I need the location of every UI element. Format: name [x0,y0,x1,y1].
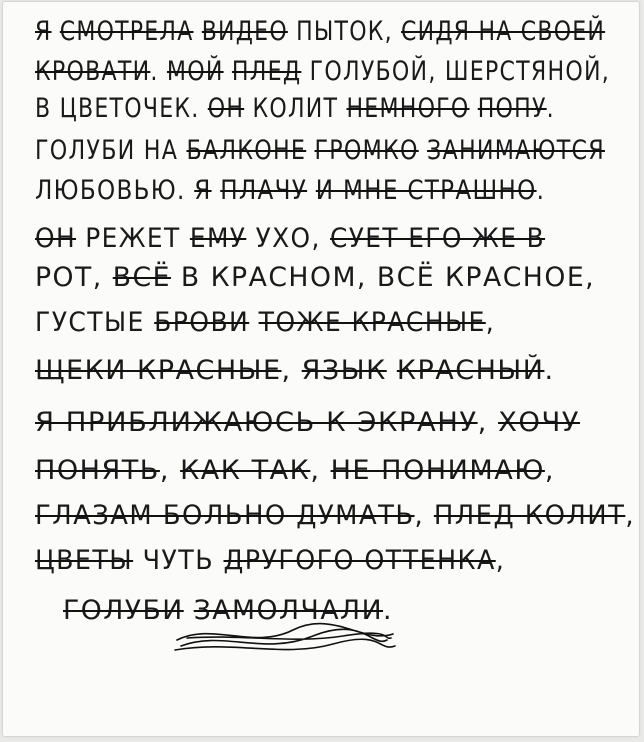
scribble-mark [173,600,398,660]
note-line [35,502,635,529]
crossed-out-text: ЯЗЫК [301,355,387,386]
crossed-out-text: ГЛАЗАМ БОЛЬНО ДУМАТЬ [35,500,415,531]
note-line [35,137,605,164]
crossed-out-text: БАЛКОНЕ [186,135,307,166]
note-text: ЧУТЬ [133,545,224,576]
crossed-out-text: СУЕТ ЕГО ЖЕ В [330,223,546,254]
crossed-out-text: КРОВАТИ [35,56,151,87]
note-text [387,355,397,386]
crossed-out-text: БРОВИ [154,307,250,338]
note-line [35,309,495,336]
note-line [35,95,555,122]
crossed-out-text: ЗАНИМАЮТСЯ [427,135,605,166]
note-text [419,135,427,166]
note-text: РЕЖЕТ [76,223,190,254]
crossed-out-text: ПЛАЧУ [220,175,308,206]
crossed-out-text: ГРОМКО [314,135,419,166]
crossed-out-text: ЩЕКИ КРАСНЫЕ [35,355,282,386]
crossed-out-text: И МНЕ СТРАШНО [315,175,537,206]
crossed-out-text: ПЛЕД КОЛИТ [433,500,626,531]
crossed-out-text: СИДЯ НА СВОЕЙ [401,16,606,47]
crossed-out-text: ПОНЯТЬ [35,455,160,486]
note-text: , [281,355,302,386]
note-text: , [625,500,635,531]
note-text: ГОЛУБИ НА [35,135,187,166]
note-line [35,457,555,484]
crossed-out-text: НЕ ПОНИМАЮ [330,455,545,486]
note-text: , [477,407,499,438]
crossed-out-text: ПОПУ [477,93,547,124]
note-text: . [150,56,167,87]
note-text: РОТ, [35,262,113,293]
note-text: . [536,175,546,206]
note-text: . [546,93,555,124]
note-text: , [601,56,611,87]
crossed-out-text: ОН [35,223,77,254]
note-text: ГУСТЫЕ [35,307,155,338]
crossed-out-text: Я [35,16,52,47]
paper-sheet [3,2,639,736]
crossed-out-text: ТОЖЕ КРАСНЫЕ [258,307,486,338]
note-text: , [485,307,496,338]
crossed-out-text: СМОТРЕЛА [59,16,194,47]
crossed-out-text: Я ПРИБЛИЖАЮСЬ К ЭКРАНУ [35,407,478,438]
crossed-out-text: КАК ТАК [180,455,311,486]
note-text [249,307,258,338]
note-text [469,93,477,124]
note-text: , [310,455,331,486]
crossed-out-text: НЕМНОГО [346,93,470,124]
note-text [306,135,314,166]
crossed-out-text: ЗАМОЛЧАЛИ [193,595,384,626]
note-text [307,175,316,206]
note-text: , [544,455,556,486]
crossed-out-text: ПЛЕД [231,56,302,87]
crossed-out-text: КРАСНЫЙ [396,355,545,386]
crossed-out-text: Я [194,175,212,206]
note-text: УХО, [246,223,331,254]
note-line [35,225,545,252]
crossed-out-text: ВСЁ [112,262,171,293]
note-text: , [495,545,506,576]
note-text: ГОЛУБОЙ, ШЕРСТЯНОЙ [301,56,602,87]
crossed-out-text: ГОЛУБИ [63,595,184,626]
note-text: В КРАСНОМ, ВСЁ КРАСНОЕ, [170,262,596,293]
note-text: В ЦВЕТОЧЕК. [35,93,208,124]
note-text: . [544,355,555,386]
note-line [35,357,555,384]
crossed-out-text: МОЙ [166,56,224,87]
note-text: , [414,500,434,531]
crossed-out-text: ВИДЕО [201,16,288,47]
note-text: . [383,595,394,626]
note-line [35,177,545,204]
note-text: , [159,455,181,486]
crossed-out-text: ЦВЕТЫ [35,545,134,576]
crossed-out-text: ДРУГОГО ОТТЕНКА [223,545,496,576]
crossed-out-text: ОН [207,93,245,124]
note-text: ПЫТОК, [287,16,402,47]
note-line [35,18,605,45]
crossed-out-text: ХОЧУ [498,407,580,438]
crossed-out-text: ЕМУ [189,223,247,254]
note-line [35,58,610,85]
note-line [35,547,505,574]
note-text: КОЛИТ [244,93,347,124]
note-line [35,264,595,291]
note-line [35,409,580,436]
note-text: ЛЮБОВЬЮ. [35,175,195,206]
